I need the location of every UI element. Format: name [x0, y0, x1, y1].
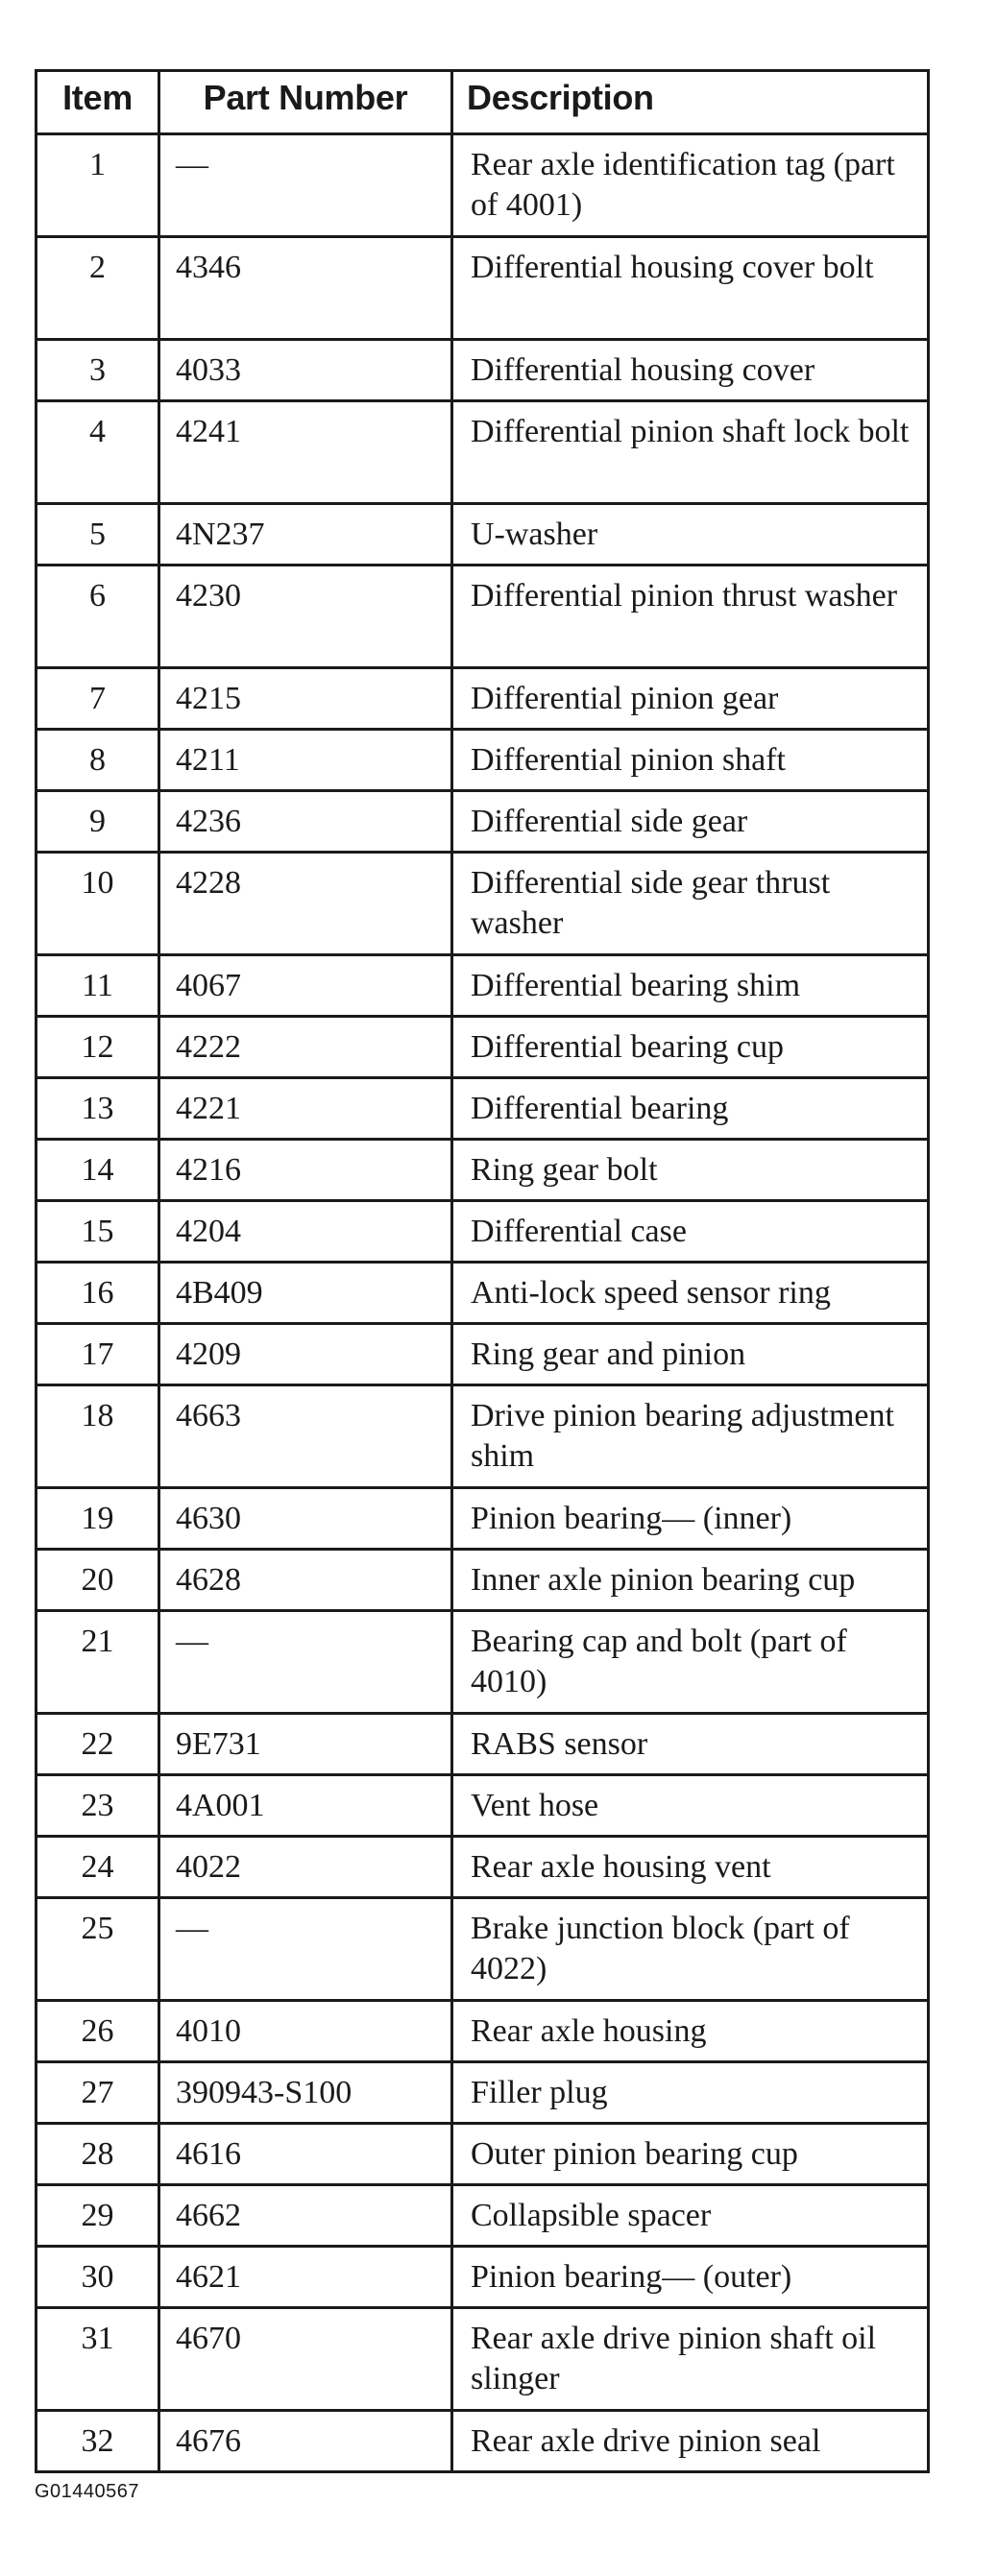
- parts-table-body: [36, 134, 929, 2472]
- table-row: [36, 1324, 929, 1385]
- item-number-cell: 19: [36, 1488, 159, 1550]
- table-header-row: [36, 71, 929, 134]
- table-row: [36, 1837, 929, 1898]
- part-number-cell: 4B409: [159, 1263, 452, 1324]
- table-row: [36, 2247, 929, 2308]
- description-cell: Differential pinion gear: [452, 668, 929, 730]
- table-row: [36, 566, 929, 668]
- item-number-cell: 13: [36, 1078, 159, 1140]
- table-row: [36, 2124, 929, 2185]
- table-row: [36, 1714, 929, 1775]
- table-row: [36, 2411, 929, 2472]
- description-cell: Filler plug: [452, 2062, 929, 2124]
- table-row: [36, 2062, 929, 2124]
- column-header-description: Description: [452, 71, 929, 134]
- description-cell: Differential bearing cup: [452, 1017, 929, 1078]
- description-cell: Rear axle identification tag (part of 4001): [452, 134, 929, 237]
- part-number-cell: —: [159, 1898, 452, 2001]
- part-number-cell: 4222: [159, 1017, 452, 1078]
- description-cell: RABS sensor: [452, 1714, 929, 1775]
- item-number-cell: 22: [36, 1714, 159, 1775]
- part-number-cell: —: [159, 134, 452, 237]
- description-cell: Pinion bearing— (inner): [452, 1488, 929, 1550]
- part-number-cell: 4033: [159, 340, 452, 401]
- item-number-cell: 31: [36, 2308, 159, 2411]
- column-header-item: Item: [36, 71, 159, 134]
- description-cell: Differential housing cover bolt: [452, 237, 929, 340]
- table-row: [36, 1550, 929, 1611]
- description-cell: Differential side gear: [452, 791, 929, 853]
- table-row: [36, 1201, 929, 1263]
- item-number-cell: 14: [36, 1140, 159, 1201]
- part-number-cell: 390943-S100: [159, 2062, 452, 2124]
- description-cell: Inner axle pinion bearing cup: [452, 1550, 929, 1611]
- item-number-cell: 4: [36, 401, 159, 504]
- item-number-cell: 32: [36, 2411, 159, 2472]
- table-row: [36, 1263, 929, 1324]
- part-number-cell: 4621: [159, 2247, 452, 2308]
- table-row: [36, 2185, 929, 2247]
- table-row: [36, 668, 929, 730]
- item-number-cell: 17: [36, 1324, 159, 1385]
- description-cell: Rear axle housing vent: [452, 1837, 929, 1898]
- description-cell: Differential housing cover: [452, 340, 929, 401]
- table-row: [36, 1078, 929, 1140]
- item-number-cell: 16: [36, 1263, 159, 1324]
- item-number-cell: 6: [36, 566, 159, 668]
- table-row: [36, 853, 929, 955]
- description-cell: Differential bearing shim: [452, 955, 929, 1017]
- part-number-cell: 4209: [159, 1324, 452, 1385]
- part-number-cell: 4228: [159, 853, 452, 955]
- item-number-cell: 7: [36, 668, 159, 730]
- item-number-cell: 30: [36, 2247, 159, 2308]
- description-cell: Differential case: [452, 1201, 929, 1263]
- table-row: [36, 1488, 929, 1550]
- item-number-cell: 23: [36, 1775, 159, 1837]
- table-row: [36, 1140, 929, 1201]
- part-number-cell: 4670: [159, 2308, 452, 2411]
- table-row: [36, 504, 929, 566]
- item-number-cell: 9: [36, 791, 159, 853]
- part-number-cell: 4676: [159, 2411, 452, 2472]
- item-number-cell: 26: [36, 2001, 159, 2062]
- item-number-cell: 24: [36, 1837, 159, 1898]
- item-number-cell: 15: [36, 1201, 159, 1263]
- part-number-cell: 4236: [159, 791, 452, 853]
- description-cell: Ring gear and pinion: [452, 1324, 929, 1385]
- item-number-cell: 29: [36, 2185, 159, 2247]
- part-number-cell: 4215: [159, 668, 452, 730]
- part-number-cell: 4662: [159, 2185, 452, 2247]
- description-cell: Outer pinion bearing cup: [452, 2124, 929, 2185]
- parts-table: [35, 69, 930, 2473]
- table-row: [36, 340, 929, 401]
- part-number-cell: 4010: [159, 2001, 452, 2062]
- part-number-cell: 4230: [159, 566, 452, 668]
- description-cell: Ring gear bolt: [452, 1140, 929, 1201]
- part-number-cell: 4216: [159, 1140, 452, 1201]
- part-number-cell: 4346: [159, 237, 452, 340]
- description-cell: Pinion bearing— (outer): [452, 2247, 929, 2308]
- part-number-cell: 4630: [159, 1488, 452, 1550]
- description-cell: U-washer: [452, 504, 929, 566]
- part-number-cell: 4067: [159, 955, 452, 1017]
- part-number-cell: 9E731: [159, 1714, 452, 1775]
- item-number-cell: 11: [36, 955, 159, 1017]
- part-number-cell: 4663: [159, 1385, 452, 1488]
- item-number-cell: 5: [36, 504, 159, 566]
- table-row: [36, 730, 929, 791]
- part-number-cell: 4022: [159, 1837, 452, 1898]
- part-number-cell: 4211: [159, 730, 452, 791]
- table-row: [36, 955, 929, 1017]
- description-cell: Differential bearing: [452, 1078, 929, 1140]
- part-number-cell: 4241: [159, 401, 452, 504]
- table-row: [36, 2001, 929, 2062]
- table-row: [36, 1898, 929, 2001]
- description-cell: Collapsible spacer: [452, 2185, 929, 2247]
- description-cell: Rear axle drive pinion seal: [452, 2411, 929, 2472]
- description-cell: Anti-lock speed sensor ring: [452, 1263, 929, 1324]
- description-cell: Rear axle housing: [452, 2001, 929, 2062]
- part-number-cell: —: [159, 1611, 452, 1714]
- table-row: [36, 237, 929, 340]
- item-number-cell: 8: [36, 730, 159, 791]
- description-cell: Vent hose: [452, 1775, 929, 1837]
- item-number-cell: 20: [36, 1550, 159, 1611]
- item-number-cell: 10: [36, 853, 159, 955]
- description-cell: Bearing cap and bolt (part of 4010): [452, 1611, 929, 1714]
- table-row: [36, 791, 929, 853]
- parts-table-container: [35, 69, 927, 2473]
- table-row: [36, 1385, 929, 1488]
- part-number-cell: 4628: [159, 1550, 452, 1611]
- item-number-cell: 21: [36, 1611, 159, 1714]
- description-cell: Differential pinion shaft: [452, 730, 929, 791]
- part-number-cell: 4204: [159, 1201, 452, 1263]
- description-cell: Differential side gear thrust washer: [452, 853, 929, 955]
- table-row: [36, 1775, 929, 1837]
- item-number-cell: 27: [36, 2062, 159, 2124]
- table-row: [36, 134, 929, 237]
- item-number-cell: 18: [36, 1385, 159, 1488]
- description-cell: Differential pinion shaft lock bolt: [452, 401, 929, 504]
- part-number-cell: 4616: [159, 2124, 452, 2185]
- column-header-part-number: Part Number: [159, 71, 452, 134]
- description-cell: Drive pinion bearing adjustment shim: [452, 1385, 929, 1488]
- item-number-cell: 28: [36, 2124, 159, 2185]
- item-number-cell: 2: [36, 237, 159, 340]
- description-cell: Brake junction block (part of 4022): [452, 1898, 929, 2001]
- table-row: [36, 1017, 929, 1078]
- part-number-cell: 4A001: [159, 1775, 452, 1837]
- item-number-cell: 25: [36, 1898, 159, 2001]
- table-row: [36, 401, 929, 504]
- figure-code: G01440567: [35, 2481, 140, 2502]
- table-row: [36, 1611, 929, 1714]
- description-cell: Rear axle drive pinion shaft oil slinger: [452, 2308, 929, 2411]
- part-number-cell: 4N237: [159, 504, 452, 566]
- item-number-cell: 1: [36, 134, 159, 237]
- item-number-cell: 3: [36, 340, 159, 401]
- table-row: [36, 2308, 929, 2411]
- description-cell: Differential pinion thrust washer: [452, 566, 929, 668]
- part-number-cell: 4221: [159, 1078, 452, 1140]
- item-number-cell: 12: [36, 1017, 159, 1078]
